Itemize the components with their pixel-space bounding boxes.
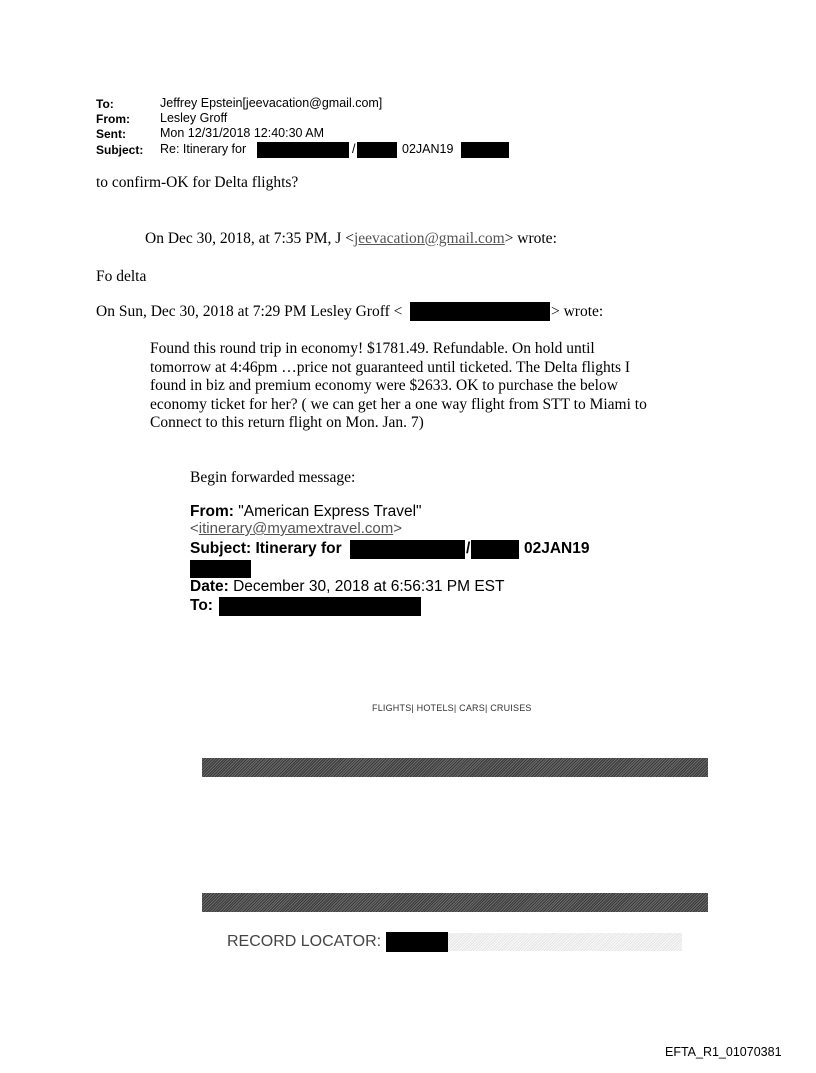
subject-label: Subject:	[96, 143, 144, 157]
paragraph-line: economy ticket for her? ( we can get her a one way flight from STT to Miami to	[150, 395, 647, 413]
paragraph-line: Connect to this return flight on Mon. Jan. 7)	[150, 414, 424, 431]
nav-cruises-link[interactable]: CRUISES	[490, 703, 532, 713]
paragraph-line: tomorrow at 4:46pm …price not guaranteed until ticketed. The Delta flights I	[150, 358, 631, 376]
fwd-email-open: <	[190, 520, 199, 537]
document-id: EFTA_R1_01070381	[665, 1045, 782, 1059]
redaction-block	[386, 932, 448, 952]
fwd-date-label: Date:	[190, 578, 229, 595]
fwd-to-label: To:	[190, 597, 213, 614]
redaction-block	[219, 597, 421, 616]
fwd-subject-label: Subject:	[190, 540, 252, 557]
reply-text: to confirm-OK for Delta flights?	[96, 174, 299, 191]
record-locator-label: RECORD LOCATOR:	[227, 933, 382, 950]
redaction-block	[190, 560, 251, 578]
redaction-block	[461, 142, 509, 158]
banner-bar-top	[202, 758, 708, 777]
fwd-from-label: From:	[190, 503, 234, 520]
quote1-prefix: On Dec 30, 2018, at 7:35 PM, J <	[145, 230, 354, 247]
fwd-date-value: December 30, 2018 at 6:56:31 PM EST	[233, 578, 505, 595]
from-value: Lesley Groff	[160, 111, 228, 125]
redaction-block	[357, 142, 397, 158]
fwd-from-line	[190, 503, 422, 521]
redaction-block	[471, 540, 519, 559]
fwd-from-value: "American Express Travel"	[238, 503, 422, 520]
nav-cars-link[interactable]: CARS	[459, 703, 485, 713]
nav-flights-link[interactable]: FLIGHTS	[372, 703, 412, 713]
fo-delta-text: Fo delta	[96, 268, 147, 285]
record-locator-strip	[448, 933, 682, 951]
quote1-suffix: > wrote:	[504, 230, 557, 247]
paragraph-line: found in biz and premium economy were $2633. OK to purchase the below	[150, 377, 618, 394]
sent-value: Mon 12/31/2018 12:40:30 AM	[160, 126, 325, 140]
redaction-block	[350, 540, 465, 559]
banner-bar-bottom	[202, 893, 708, 912]
nav-divider: |	[411, 703, 417, 713]
fwd-subject-value: Itinerary for	[255, 540, 342, 557]
nav-hotels-link[interactable]: HOTELS	[416, 703, 454, 713]
message-paragraph	[150, 340, 647, 433]
redaction-block	[410, 302, 550, 321]
begin-forwarded-text: Begin forwarded message:	[190, 469, 356, 486]
fwd-subject-separator: /	[466, 540, 471, 557]
subject-separator: /	[352, 142, 356, 156]
fwd-email-close: >	[393, 520, 402, 537]
quote2-prefix: On Sun, Dec 30, 2018 at 7:29 PM Lesley Groff <	[96, 303, 403, 320]
fwd-from-email-line	[190, 520, 402, 537]
to-value: Jeffrey Epstein[jeevacation@gmail.com]	[160, 96, 383, 110]
paragraph-line: Found this round trip in economy! $1781.49. Refundable. On hold until	[150, 340, 595, 357]
fwd-date-line	[190, 578, 504, 596]
fwd-subject-line	[190, 540, 342, 558]
nav-divider: |	[453, 703, 460, 713]
to-label: To:	[96, 97, 114, 111]
subject-date: 02JAN19	[402, 142, 454, 156]
fwd-subject-date: 02JAN19	[524, 540, 590, 557]
quote1-email-link[interactable]: jeevacation@gmail.com	[353, 230, 505, 247]
quote1-line	[145, 230, 557, 249]
from-label: From:	[96, 112, 130, 126]
subject-prefix: Re: Itinerary for	[160, 142, 247, 156]
fwd-from-email-link[interactable]: itinerary@myamextravel.com	[198, 520, 394, 537]
redaction-block	[257, 142, 349, 158]
quote2-suffix: > wrote:	[551, 303, 604, 320]
sent-label: Sent:	[96, 127, 126, 141]
email-nav	[372, 703, 532, 713]
nav-divider: |	[484, 703, 491, 713]
